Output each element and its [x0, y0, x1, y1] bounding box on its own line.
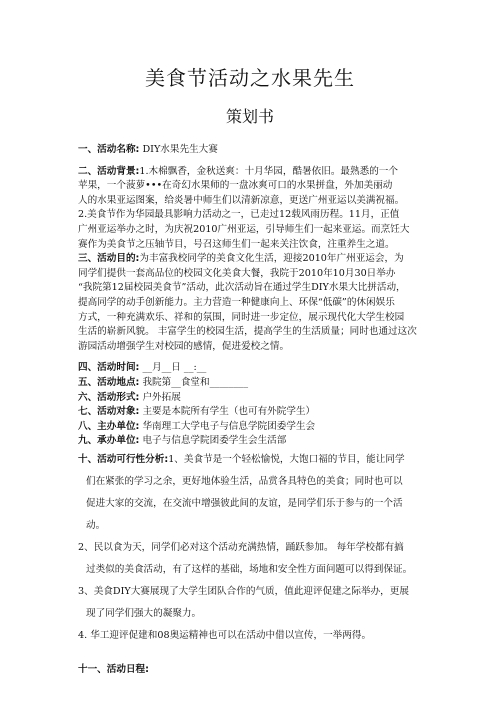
section-value: __月__日 __:__ [142, 362, 207, 374]
section-feasibility [78, 449, 443, 647]
section-schedule [78, 663, 443, 678]
section-value: 华南理工大学电子与信息学院团委学生会 [142, 420, 316, 432]
section-value: 主要是本院所有学生（也可有外院学生） [142, 406, 316, 418]
document-subtitle: 策划书 [225, 107, 274, 126]
paragraph-line: 提高同学的动手创新能力。主力营造一种健康向上、环保“低碳”的休闲娱乐 [78, 296, 395, 308]
section-label: 八、主办单位: [78, 420, 140, 432]
paragraph-line: 2、民以食为天，同学们必对这个活动充满热情，踊跃参加。 每年学校都有搞 [78, 541, 404, 553]
paragraph-line: 动。 [86, 519, 106, 531]
document-body [78, 143, 443, 677]
paragraph-line: 方式，一种充满欢乐、祥和的氛围，同时进一步定位，展示现代化大学生校园 [78, 311, 405, 323]
paragraph-line: 同学们提供一套高品位的校园文化美食大餐，我院于2010年10月30日举办 [78, 267, 396, 279]
paragraph-line: 现了同学们强大的凝聚力。 [86, 607, 202, 619]
section-label: 一、活动名称: [78, 144, 140, 155]
section-label: 十、活动可行性分析: [78, 453, 169, 465]
section-label: 六、活动形式: [78, 391, 140, 403]
paragraph-line: 生活的崭新风貌。 丰富学生的校园生活，提高学生的生活质量；同时也通过这次 [78, 326, 417, 338]
paragraph-line: 过类似的美食活动，有了这样的基础，场地和安全性方面问题可以得到保证。 [86, 563, 413, 575]
paragraph-line: 赛作为美食节之压轴节目，号召这师生们一起来关注饮食，注重养生之道。 [78, 238, 395, 250]
section-audience [78, 405, 443, 420]
section-label: 七、活动对象: [78, 406, 140, 418]
paragraph-line: 1.木棉飘香，金秋送爽：十月华园，酷暑依旧。最熟悉的一个 [139, 165, 398, 177]
paragraph-line: 人的水果亚运图案，给炎暑中师生们以清新凉意，更送广州亚运以美满祝福。 [78, 194, 405, 206]
section-label: 五、活动地点: [78, 376, 140, 388]
section-label: 四、活动时间: [78, 362, 140, 374]
section-format [78, 391, 443, 406]
section-purpose [78, 252, 443, 354]
section-label: 三、活动目的: [78, 253, 140, 265]
section-value: 电子与信息学院团委学生会生活部 [142, 435, 287, 447]
section-value: DIY水果先生大赛 [142, 144, 218, 155]
paragraph-line: 游园活动增强学生对校园的感情，促进爱校之情。 [78, 340, 290, 352]
section-label: 十一、活动日程: [78, 663, 149, 675]
section-value: 户外拓展 [142, 391, 181, 403]
section-activity-name [78, 143, 443, 158]
paragraph-line: 2.美食节作为华园最具影响力活动之一，已走过12载风雨历程。11月，正值 [78, 209, 400, 221]
paragraph-line: 3、美食DIY大赛展现了大学生团队合作的气质，值此迎评促建之际举办，更展 [78, 585, 409, 597]
paragraph-line: 1、美食节是一个轻松愉悦，大饱口福的节目，能让同学 [168, 453, 405, 465]
section-label: 二、活动背景: [78, 165, 140, 177]
section-background [78, 165, 443, 253]
section-value: 我院第__食堂和________ [142, 376, 248, 388]
paragraph-line: 苹果，一个菠萝•••在奇幻水果师的一盘冰爽可口的水果拼盘，外加美丽动 [78, 180, 393, 192]
section-location [78, 376, 443, 391]
paragraph-line: “我院第12届校园美食节”活动，此次活动旨在通过学生DIY水果大比拼活动， [78, 282, 406, 294]
paragraph-line: 们在紧张的学习之余，更好地体验生活，品赏各具特色的美食；同时也可以 [86, 475, 403, 487]
paragraph-line: 广州亚运举办之时，为庆祝2010广州亚运，引导师生们一起来亚运。而烹饪大 [78, 223, 410, 235]
section-time [78, 361, 443, 376]
paragraph-line: 促进大家的交流，在交流中增强彼此间的友谊，是同学们乐于参与的一个活 [86, 497, 403, 509]
document-title: 美食节活动之水果先生 [145, 66, 355, 90]
section-label: 九、承办单位: [78, 435, 140, 447]
paragraph-line: 4. 华工迎评促建和08奥运精神也可以在活动中借以宣传，一举两得。 [78, 629, 372, 641]
section-organizer [78, 420, 443, 435]
section-host [78, 434, 443, 449]
paragraph-line: 为丰富我校同学的美食文化生活，迎接2010年广州亚运会，为 [139, 253, 404, 265]
